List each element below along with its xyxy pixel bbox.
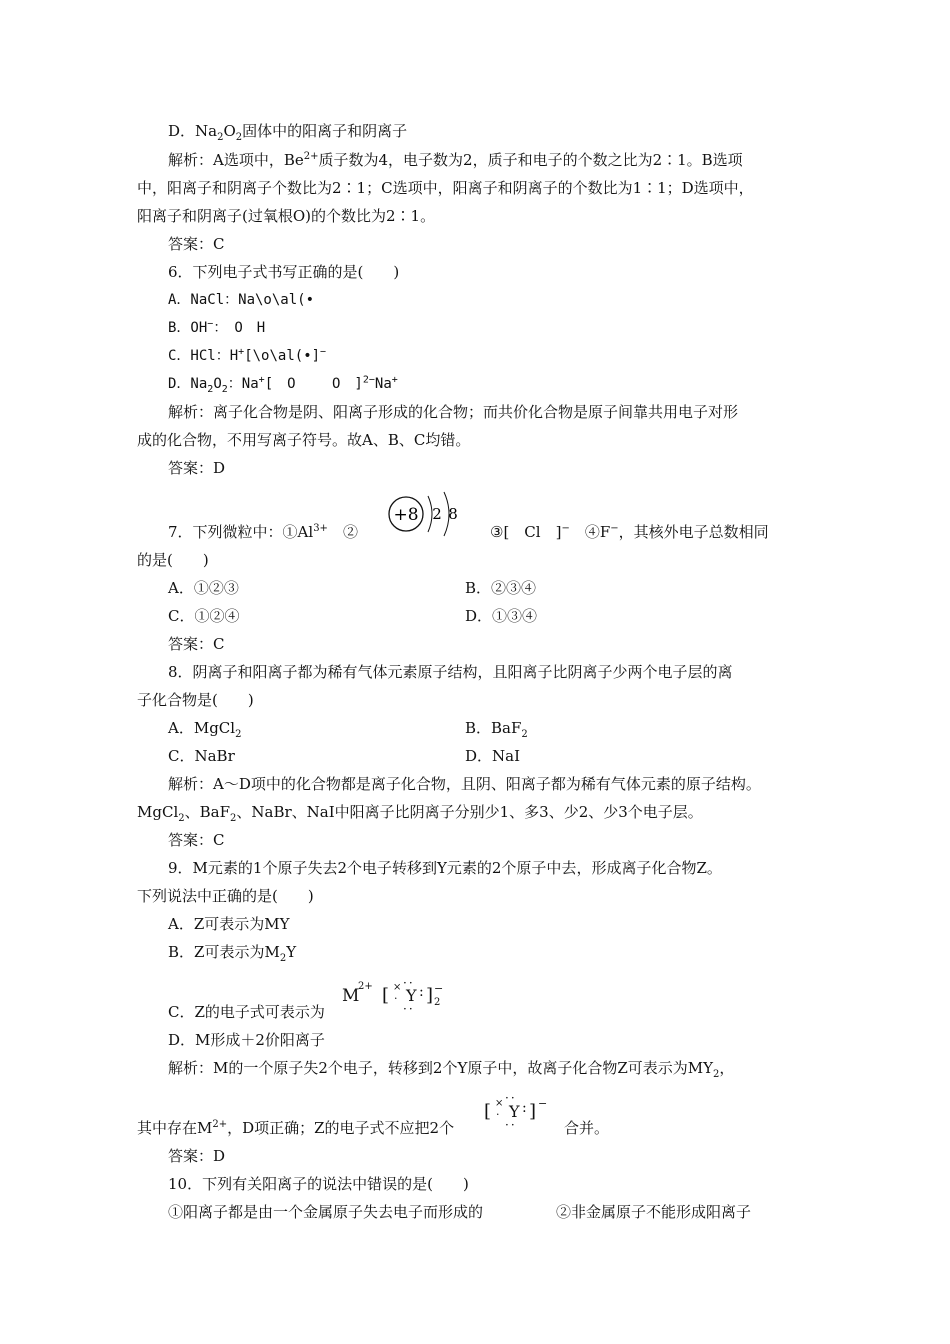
q8-stem-line1: 8．阴离子和阳离子都为稀有气体元素原子结构，且阳离子比阴离子少两个电子层的离 <box>168 663 733 681</box>
q5-explanation-line2: 中，阳离子和阴离子个数比为2∶1；C选项中，阳离子和阴离子的个数比为1∶1；D选项中， <box>137 179 754 197</box>
q9-option-d: D．M形成＋2价阳离子 <box>168 1031 325 1049</box>
q9-explanation-line2-part2: 合并。 <box>564 1119 610 1137</box>
q7-stem-line2: 的是( ) <box>137 551 209 569</box>
q8-option-d: D．NaI <box>465 747 521 765</box>
q6-answer: 答案：D <box>168 459 226 477</box>
shell1-electrons: 2 <box>432 505 442 523</box>
q8-explanation-line2: MgCl$_2$、BaF$_2$、NaBr、NaI中阳离子比阴离子分别少1、多3、少2、少3个电子层。 <box>137 803 703 824</box>
q8-option-c: C．NaBr <box>168 747 235 765</box>
q10-item-2: ②非金属原子不能形成阳离子 <box>556 1203 752 1221</box>
q6-stem: 6．下列电子式书写正确的是( ) <box>168 263 400 281</box>
q5-option-d: D．$Na_2O_2$固体中的阳离子和阴离子 <box>168 122 408 143</box>
q10-stem: 10．下列有关阳离子的说法中错误的是( ) <box>168 1175 469 1193</box>
q7-answer: 答案：C <box>168 635 225 653</box>
q6-explanation-line1: 解析：离子化合物是阴、阳离子形成的化合物；而共价化合物是原子间靠共用电子对形 <box>168 403 739 421</box>
q9-option-b: B．Z可表示为$M_2Y$ <box>168 943 297 964</box>
q7-option-a: A．①②③ <box>168 579 239 597</box>
q5-explanation-line3: 阳离子和阴离子(过氧根O)的个数比为2∶1。 <box>137 207 436 225</box>
q9-stem-line1: 9．M元素的1个原子失去2个电子转移到Y元素的2个原子中去，形成离子化合物Z。 <box>168 859 722 877</box>
q6-option-a: A．NaCl：Na\o\al(• <box>168 292 315 308</box>
q9-stem-line2: 下列说法中正确的是( ) <box>137 887 314 905</box>
q9-option-a: A．Z可表示为MY <box>168 915 290 933</box>
q8-option-b: B．BaF$_2$ <box>465 719 528 740</box>
q7-option-b: B．②③④ <box>465 579 537 597</box>
q8-option-a: A．MgCl$_2$ <box>168 719 242 740</box>
q7-option-d: D．①③④ <box>465 607 538 625</box>
q6-option-d: D．$Na_2O_2$：Na+[ O O ]$^{2-}$Na+ <box>168 374 398 395</box>
electron-formula-y-ion: [ × · ·· Y : ·· ] − <box>484 1091 548 1132</box>
q6-explanation-line2: 成的化合物，不用写离子符号。故A、B、C均错。 <box>137 431 471 449</box>
q6-option-b: B．OH−： O H <box>168 318 266 336</box>
nucleus-charge: +8 <box>393 505 419 525</box>
q8-answer: 答案：C <box>168 831 225 849</box>
q9-answer: 答案：D <box>168 1147 226 1165</box>
q8-explanation-line1: 解析：A～D项中的化合物都是离子化合物，且阴、阳离子都为稀有气体元素的原子结构。 <box>168 775 761 793</box>
q5-answer: 答案：C <box>168 235 225 253</box>
q7-stem-part1: 7．下列微粒中：$①Al^{3+}$ ② <box>168 523 358 541</box>
q5-explanation-line1: 解析：A选项中，$Be^{2+}$质子数为4，电子数为2，质子和电子的个数之比为2∶1。B选项 <box>168 151 743 169</box>
q9-option-c: C．Z的电子式可表示为 <box>168 1003 325 1021</box>
q6-option-c: C．HCl：H+[\o\al(•]− <box>168 346 327 364</box>
electron-formula-m2y2: M 2+ [ × · ·· Y : ·· ] − 2 <box>342 976 444 1016</box>
q10-item-1: ①阳离子都是由一个金属原子失去电子而形成的 <box>168 1203 484 1221</box>
q8-stem-line2: 子化合物是( ) <box>137 691 254 709</box>
q9-explanation-line2-part1: 其中存在$M^{2+}$，D项正确；Z的电子式不应把2个 <box>137 1119 455 1137</box>
q7-option-c: C．①②④ <box>168 607 240 625</box>
q9-explanation-line1: 解析：M的一个原子失2个电子，转移到2个Y原子中，故离子化合物Z可表示为$MY_2$， <box>168 1059 735 1080</box>
oxygen-atom-structure-diagram <box>384 488 464 540</box>
q7-stem-part2: ③[ Cl ]− ④F−，其核外电子总数相同 <box>490 523 769 541</box>
shell2-electrons: 8 <box>448 505 458 523</box>
